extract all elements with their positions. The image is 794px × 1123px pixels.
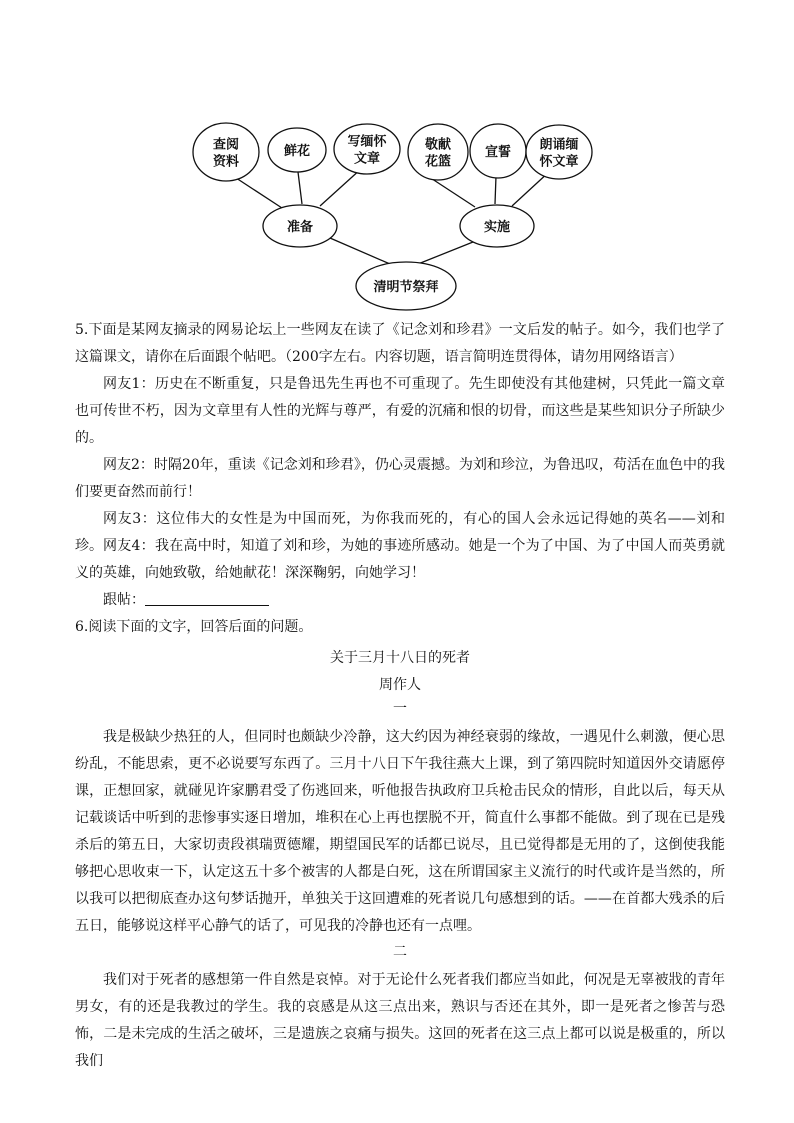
article-author: 周作人 bbox=[379, 677, 421, 693]
section-heading-1: 一 bbox=[393, 701, 407, 717]
post-4: 网友4：我在高中时，知道了刘和珍，为她的事迹所感动。她是一个为了中国、为了中国人而英勇就义的英雄，向她致敬，给她献花！深深鞠躬，向她学习！ bbox=[75, 538, 725, 581]
article-paragraph-2: 我们对于死者的感想第一件自然是哀悼。对于无论什么死者我们都应当如此，何况是无辜被戕的青年男女，有的还是我教过的学生。我的哀感是从这三点出来，熟识与否还在其外，即一是死者之惨苦与恐怖，二是未完成的生活之破坏，三是遗族之哀痛与损失。这回的死者在这三点上都可以说是极重的，所以我们 bbox=[75, 972, 725, 1069]
question-6-stem: 6.阅读下面的文字，回答后面的问题。 bbox=[75, 619, 313, 635]
branch-node-2: 实施 bbox=[483, 220, 511, 235]
mind-map-diagram bbox=[190, 116, 600, 312]
leaf-node-4: 敬献花篮 bbox=[424, 137, 452, 170]
post-3: 网友3：这位伟大的女性是为中国而死，为你我而死的，有心的国人会永远记得她的英名——刘和珍。 bbox=[75, 511, 725, 554]
leaf-node-2: 鲜花 bbox=[283, 144, 311, 159]
section-heading-2: 二 bbox=[393, 944, 407, 960]
follow-post-line bbox=[75, 587, 725, 614]
follow-post-blank[interactable] bbox=[145, 591, 269, 606]
leaf-node-1: 查阅资料 bbox=[212, 137, 240, 170]
question-5-stem: 5.下面是某网友摘录的网易论坛上一些网友在读了《记念刘和珍君》一文后发的帖子。如今，我们也学了这篇课文，请你在后面跟个帖吧。（200字左右。内容切题，语言简明连贯得体，请勿用网络语言） bbox=[75, 322, 725, 365]
post-1: 网友1：历史在不断重复，只是鲁迅先生再也不可重现了。先生即使没有其他建树，只凭此一篇文章也可传世不朽，因为文章里有人性的光辉与尊严，有爱的沉痛和恨的切骨，而这些是某些知识分子所缺少的。 bbox=[75, 376, 725, 446]
post-2: 网友2：时隔20年，重读《记念刘和珍君》，仍心灵震撼。为刘和珍泣，为鲁迅叹，苟活在血色中的我们要更奋然而前行！ bbox=[75, 457, 725, 500]
follow-post-label: 跟帖： bbox=[103, 592, 145, 608]
article-title: 关于三月十八日的死者 bbox=[330, 650, 470, 666]
leaf-node-5: 宣誓 bbox=[484, 145, 512, 160]
root-node: 清明节祭拜 bbox=[373, 280, 439, 295]
leaf-node-3: 写缅怀文章 bbox=[347, 134, 387, 167]
branch-node-1: 准备 bbox=[286, 220, 314, 235]
leaf-node-6: 朗诵缅怀文章 bbox=[539, 137, 579, 170]
article-paragraph-1: 我是极缺少热狂的人，但同时也颇缺少冷静，这大约因为神经衰弱的缘故，一遇见什么刺激，便心思纷乱，不能思索，更不必说要写东西了。三月十八日下午我往燕大上课，到了第四院时知道因外交请愿停课，正想回家，就碰见许家鹏君受了伤逃回来，听他报告执政府卫兵枪击民众的情形，自此以后，每天从记载谈话中听到的悲惨事实逐日增加，堆积在心上再也摆脱不开，简直什么事都不能做。到了现在已是残杀后的第五日，大家切责段祺瑞贾德耀，期望国民军的话都已说尽，且已觉得都是无用的了，这倒使我能够把心思收束一下，认定这五十多个被害的人都是白死，这在所谓国家主义流行的时代或许是当然的，所以我可以把彻底查办这句梦话抛开，单独关于这回遭难的死者说几句感想到的话。——在首都大残杀的后五日，能够说这样平心静气的话了，可见我的冷静也还有一点哩。 bbox=[75, 729, 725, 934]
